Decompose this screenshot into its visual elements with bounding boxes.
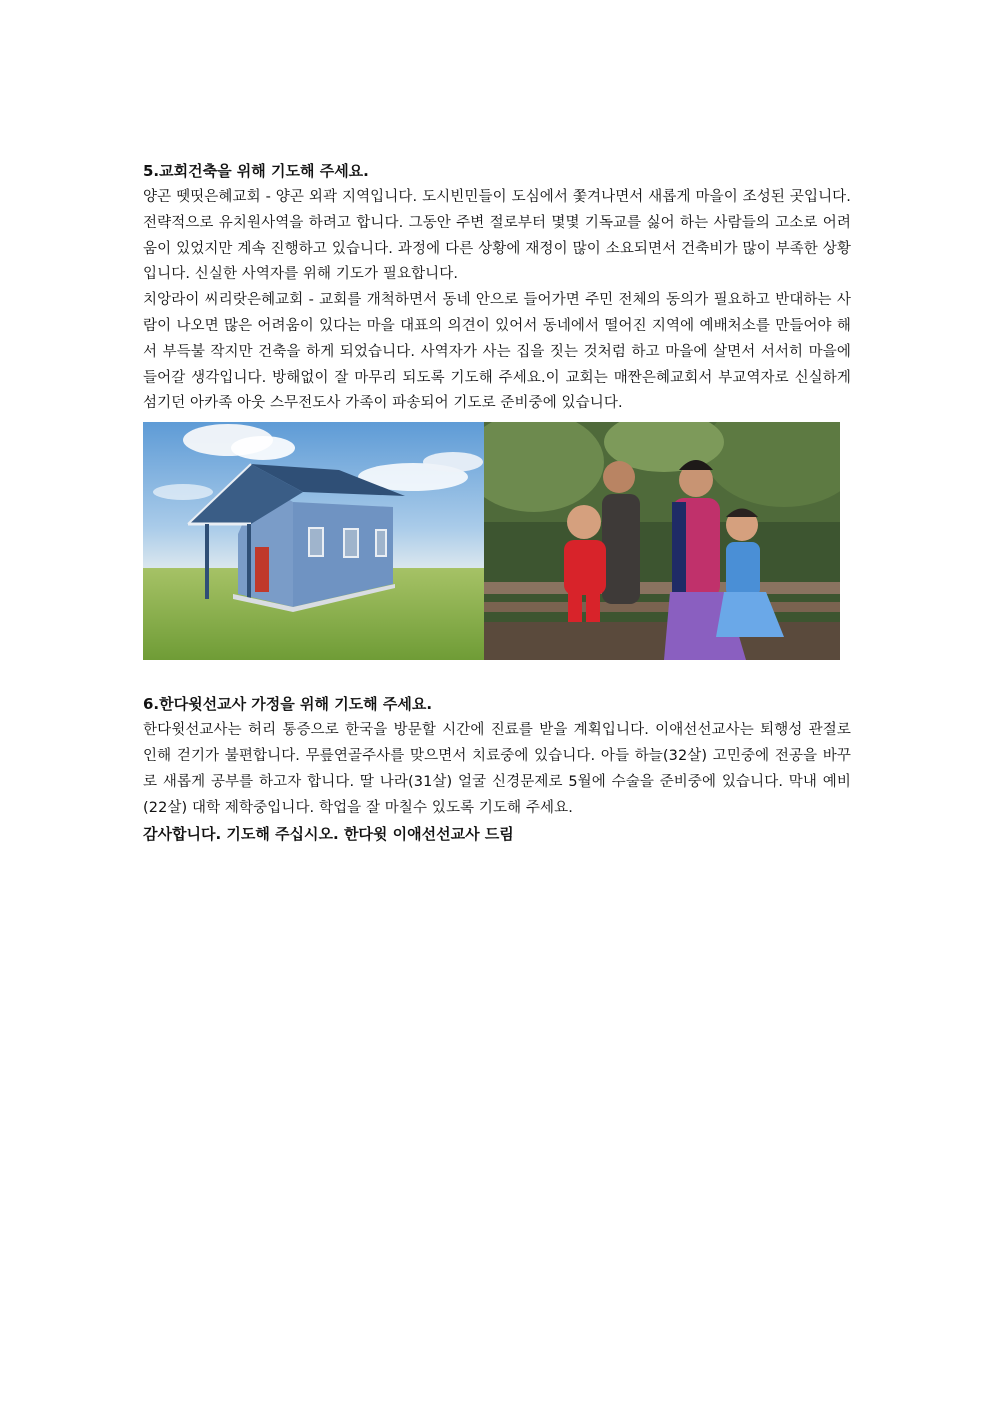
section-5-paragraph-1: 양곤 뗏띳은혜교회 - 양곤 외곽 지역입니다. 도시빈민들이 도심에서 쫓겨나면서 새롭게 마을이 조성된 곳입니다. 전략적으로 유치원사역을 하려고 합니다. 그동안 주변 절로부터 몇몇 기독교를 싫어 하는 사람들의 고소로 어려움이 있었지만 계속 진행하고 있습니다. 과정에 다른 상황에 재정이 많이 소요되면서 건축비가 많이 부족한 상황입니다. 신실한 사역자를 위해 기도가 필요합니다. — [143, 189, 851, 283]
section-6-heading: 6.한다윗선교사 가정을 위해 기도해 주세요. — [143, 695, 433, 714]
section-spacer — [143, 660, 851, 690]
section-5-paragraph-2: 치앙라이 씨리랏은혜교회 - 교회를 개척하면서 동네 안으로 들어가면 주민 전체의 동의가 필요하고 반대하는 사람이 나오면 많은 어려움이 있다는 마을 대표의 의견이 있어서 동네에서 떨어진 지역에 예배처소를 만들어야 해서 부득불 작지만 건축을 하게 되었습니다. 사역자가 사는 집을 짓는 것처럼 하고 마을에 살면서 서서히 마을에 들어갈 생각입니다. 방해없이 잘 마무리 되도록 기도해 주세요.이 교회는 매짠은혜교회서 부교역자로 신실하게 섬기던 아카족 아웃 스무전도사 가족이 파송되어 기도로 준비중에 있습니다. — [143, 292, 851, 412]
photo-row — [143, 422, 840, 660]
church-building-render-image — [143, 422, 484, 660]
closing-signature: 감사합니다. 기도해 주십시오. 한다윗 이애선선교사 드림 — [143, 825, 514, 844]
section-5-heading: 5.교회건축을 위해 기도해 주세요. — [143, 162, 369, 180]
section-6-paragraph: 한다윗선교사는 허리 통증으로 한국을 방문할 시간에 진료를 받을 계획입니다. 이애선선교사는 퇴행성 관절로 인해 걷기가 불편합니다. 무릎연골주사를 맞으면서 치료중에 있습니다. 아들 하늘(32살) 고민중에 전공을 바꾸로 새롭게 공부를 하고자 합니다. 딸 나라(31살) 얼굴 신경문제로 5월에 수술을 준비중에 있습니다. 막내 예비(22살) 대학 제학중입니다. 학업을 잘 마칠수 있도록 기도해 주세요. — [143, 722, 851, 816]
missionary-family-photo — [484, 422, 840, 660]
document-page — [143, 157, 851, 847]
